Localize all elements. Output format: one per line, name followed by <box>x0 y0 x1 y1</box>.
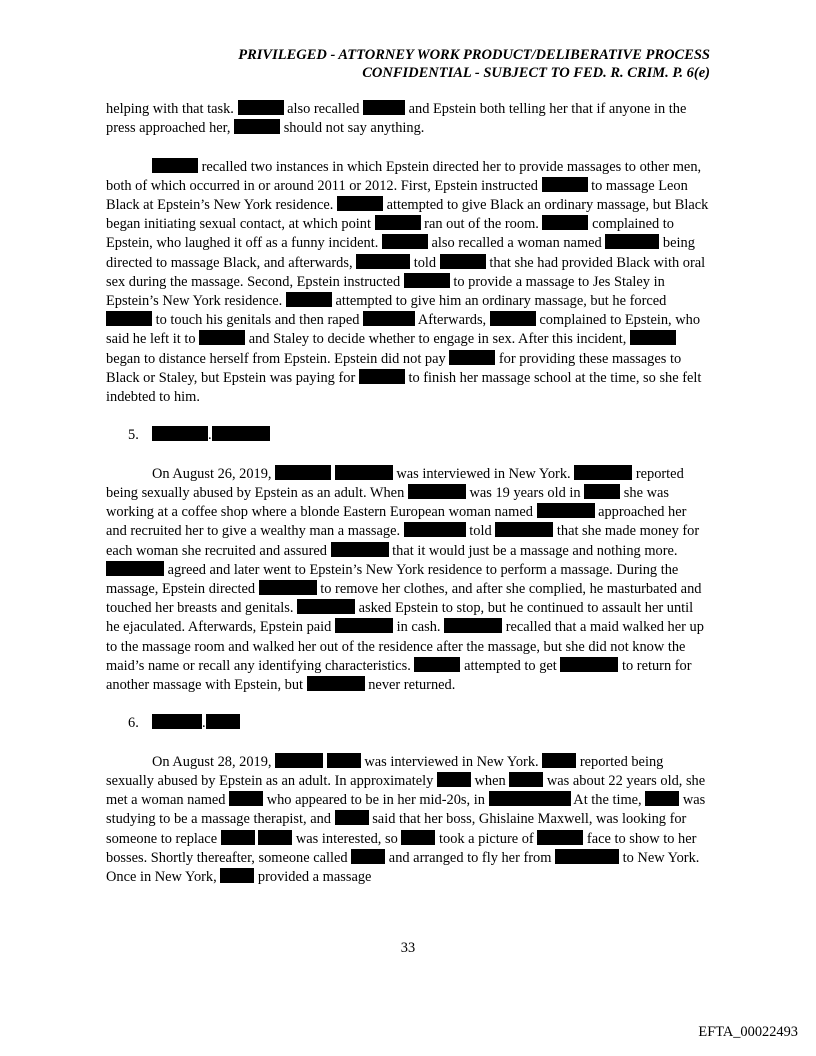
text-run: that she made money for each woman she recruited and assured <box>106 523 700 559</box>
redaction <box>437 772 471 787</box>
redaction <box>335 465 393 480</box>
text-run: approached her and recruited her to give a wealthy man a massage. <box>106 504 687 540</box>
redaction <box>206 714 240 729</box>
privilege-header <box>238 46 710 82</box>
text-run: and Staley to decide whether to engage in sex. After this incident, <box>245 331 630 348</box>
section-number: 5. <box>128 427 139 444</box>
text-run: to touch his genitals and then raped <box>152 312 364 329</box>
redaction <box>351 849 385 864</box>
text-run: reported being sexually abused by Epstein as an adult. In approximately <box>106 753 664 790</box>
redaction <box>449 350 495 365</box>
redaction <box>286 292 332 307</box>
redaction <box>645 791 679 806</box>
text-run: also recalled <box>283 101 364 117</box>
redaction <box>414 657 460 672</box>
redaction <box>259 580 317 595</box>
text-run: recalled that a maid walked her up to the massage room and walked her out of the residence after the massage, but she did not know the maid’s name or recall any identifying characteristics. <box>106 619 704 674</box>
text-run: helping with that task. <box>106 101 238 117</box>
text-run: took a picture of <box>435 830 538 847</box>
text-run: On August 28, 2019, <box>152 753 276 770</box>
text-run: who appeared to be in her mid-20s, in <box>263 792 489 809</box>
redaction <box>584 484 620 499</box>
text-run: and Epstein both telling her that if anyone in the press approached her, <box>106 101 687 137</box>
text-run: to provide a massage to Jes Staley in Epstein’s New York residence. <box>106 273 665 310</box>
redaction <box>258 830 292 845</box>
redaction <box>229 791 263 806</box>
redaction <box>555 849 619 864</box>
redaction <box>574 465 632 480</box>
redaction <box>335 618 393 633</box>
text-run: also recalled a woman named <box>427 235 606 252</box>
redaction <box>401 830 435 845</box>
redaction <box>490 311 536 326</box>
redaction <box>106 561 164 576</box>
bates-number: EFTA_00022493 <box>698 1024 798 1040</box>
header-line-2: CONFIDENTIAL - SUBJECT TO FED. R. CRIM. P. 6(e) <box>362 65 710 81</box>
section-number: 6. <box>128 715 139 732</box>
text-run: complained to Epstein, who laughed it off as a funny incident. <box>106 216 674 252</box>
redaction <box>356 254 410 269</box>
redaction <box>275 753 323 768</box>
redaction <box>199 330 245 345</box>
text-run: ran out of the room. <box>420 216 543 233</box>
redaction <box>605 234 659 249</box>
redaction <box>537 503 595 518</box>
document-body <box>106 100 710 906</box>
text-run: face to show to her bosses. Shortly thereafter, someone called <box>106 830 697 866</box>
redaction <box>560 657 618 672</box>
paragraph-2 <box>106 158 710 408</box>
text-run: was interviewed in New York. <box>392 465 575 482</box>
redaction <box>152 714 202 729</box>
text-run: asked Epstein to stop, but he continued to assault her until he ejaculated. Afterwards, Epstein paid <box>106 600 694 636</box>
text-run: in cash. <box>392 619 445 636</box>
page-number: 33 <box>400 940 416 956</box>
text-run: . <box>208 427 212 444</box>
text-run: was interested, so <box>292 830 402 847</box>
text-run: to remove her clothes, and after she complied, he masturbated and touched her breasts and genitals. <box>106 581 702 617</box>
section-5-heading <box>106 426 710 445</box>
paragraph-1 <box>106 100 710 138</box>
text-run: provided a massage <box>254 869 372 886</box>
redaction <box>335 810 369 825</box>
redaction <box>297 599 355 614</box>
redaction <box>542 753 576 768</box>
paragraph-3 <box>106 465 710 695</box>
redaction <box>152 158 198 173</box>
text-run: to New York. Once in New York, <box>106 849 700 886</box>
text-run: that she had provided Black with oral sex during the massage. Second, Epstein instructed <box>106 254 706 290</box>
text-run: said that her boss, Ghislaine Maxwell, was looking for someone to replace <box>106 811 687 847</box>
paragraph-4 <box>106 753 710 887</box>
text-run: being directed to massage Black, and afterwards, <box>106 235 695 271</box>
redaction <box>212 426 270 441</box>
text-run: attempted to give Black an ordinary massage, but Black began initiating sexual contact, at which point <box>106 197 709 233</box>
redaction <box>363 100 405 115</box>
redaction <box>363 311 415 326</box>
redaction <box>359 369 405 384</box>
redaction <box>106 311 152 326</box>
redaction <box>537 830 583 845</box>
text-run: for providing these massages to Black or Staley, but Epstein was paying for <box>106 350 682 386</box>
text-run: . <box>202 715 206 732</box>
redaction <box>382 234 428 249</box>
section-6-heading <box>106 714 710 733</box>
redaction <box>542 177 588 192</box>
text-run: never returned. <box>364 677 456 694</box>
text-run: that it would just be a massage and nothing more. <box>388 542 678 559</box>
text-run: reported being sexually abused by Epstein as an adult. When <box>106 465 684 502</box>
redaction <box>275 465 331 480</box>
text-run: was 19 years old in <box>465 485 585 502</box>
text-run: to return for another massage with Epstein, but <box>106 657 692 694</box>
redaction <box>408 484 466 499</box>
header-line-1: PRIVILEGED - ATTORNEY WORK PRODUCT/DELIBERATIVE PROCESS <box>238 47 710 63</box>
text-run: attempted to give him an ordinary massage, but he forced <box>331 293 667 310</box>
text-run: to massage Leon Black at Epstein’s New York residence. <box>106 177 688 213</box>
redaction <box>307 676 365 691</box>
text-run: agreed and later went to Epstein’s New York residence to perform a massage. During the massage, Epstein directed <box>106 561 679 598</box>
text-run: attempted to get <box>460 657 561 674</box>
text-run: told <box>410 254 440 271</box>
redaction <box>404 273 450 288</box>
redaction <box>238 100 284 115</box>
text-run: recalled two instances in which Epstein directed her to provide massages to other men, both of which occurred in or around 2011 or 2012. First, Epstein instructed <box>106 158 702 194</box>
text-run: At the time, <box>570 792 646 809</box>
redaction <box>542 215 588 230</box>
text-run: complained to Epstein, who said he left it to <box>106 312 701 348</box>
redaction <box>489 791 571 806</box>
text-run: On August 26, 2019, <box>152 465 276 482</box>
text-run: when <box>470 773 510 790</box>
redaction <box>495 522 553 537</box>
redaction <box>375 215 421 230</box>
redaction <box>327 753 361 768</box>
redaction <box>444 618 502 633</box>
text-run: Afterwards, <box>415 312 490 329</box>
text-run: and arranged to fly her from <box>385 849 556 866</box>
redaction <box>440 254 486 269</box>
text-run: should not say anything. <box>280 120 425 137</box>
text-run: was about 22 years old, she met a woman named <box>106 773 706 809</box>
redaction <box>152 426 208 441</box>
redaction <box>509 772 543 787</box>
text-run: was interviewed in New York. <box>360 753 543 770</box>
redaction <box>337 196 383 211</box>
redaction <box>221 830 255 845</box>
text-run: told <box>465 523 496 540</box>
redaction <box>331 542 389 557</box>
text-run: was studying to be a massage therapist, and <box>106 792 706 828</box>
text-run: she was working at a coffee shop where a blonde Eastern European woman named <box>106 485 669 521</box>
redaction <box>630 330 676 345</box>
redaction <box>404 522 466 537</box>
redaction <box>220 868 254 883</box>
text-run: began to distance herself from Epstein. Epstein did not pay <box>106 350 450 367</box>
redaction <box>234 119 280 134</box>
text-run: to finish her massage school at the time, so she felt indebted to him. <box>106 369 702 406</box>
